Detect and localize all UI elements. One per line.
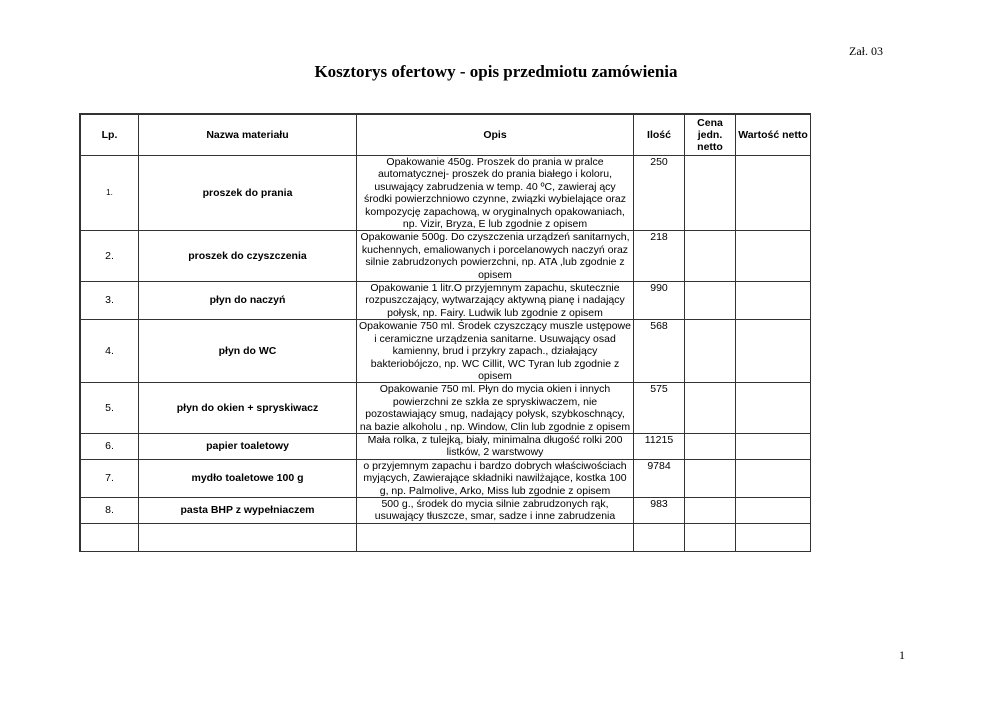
cell-ilosc: 983 — [634, 497, 685, 523]
cell-wartosc — [736, 320, 811, 383]
cell-lp: 4. — [80, 320, 139, 383]
col-header-cena: Cena jedn. netto — [685, 114, 736, 156]
table-row — [80, 383, 811, 434]
col-header-name: Nazwa materiału — [139, 114, 357, 156]
attachment-label: Zał. 03 — [849, 44, 883, 58]
cell-name: płyn do WC — [139, 320, 357, 383]
cell-lp: 7. — [80, 459, 139, 497]
cell-lp: 2. — [80, 231, 139, 282]
cell-wartosc — [736, 497, 811, 523]
table-row-empty — [80, 523, 811, 551]
cell-opis: Mała rolka, z tulejką, biały, minimalna długość rolki 200 listków, 2 warstwowy — [357, 433, 634, 459]
cell-ilosc: 218 — [634, 231, 685, 282]
col-header-opis: Opis — [357, 114, 634, 156]
cell-wartosc — [736, 282, 811, 320]
cell-opis: Opakowanie 750 ml. Płyn do mycia okien i innych powierzchni ze szkła ze spryskiwaczem, nie pozostawiający smug, nadający połysk, szybkoschnący, na bazie alkoholu , np. Window, Clin lub zgodnie z opisem — [357, 383, 634, 434]
cell-lp: 3. — [80, 282, 139, 320]
cell-opis: 500 g., środek do mycia silnie zabrudzonych rąk, usuwający tłuszcze, smar, sadze i inne zabrudzenia — [357, 497, 634, 523]
cell-ilosc: 568 — [634, 320, 685, 383]
cell-opis: o przyjemnym zapachu i bardzo dobrych właściwościach myjących, Zawierające składniki nawilżające, kostka 100 g, np. Palmolive, Arko, Miss lub zgodnie z opisem — [357, 459, 634, 497]
cost-estimate-table — [79, 113, 811, 552]
cell-name: pasta BHP z wypełniaczem — [139, 497, 357, 523]
cell-name: płyn do okien + spryskiwacz — [139, 383, 357, 434]
cell-empty — [357, 523, 634, 551]
cell-name: płyn do naczyń — [139, 282, 357, 320]
cell-empty — [139, 523, 357, 551]
cell-lp: 6. — [80, 433, 139, 459]
table-row — [80, 156, 811, 231]
cell-lp: 8. — [80, 497, 139, 523]
cell-lp: 1. — [80, 156, 139, 231]
cell-empty — [80, 523, 139, 551]
cell-empty — [736, 523, 811, 551]
cell-opis: Opakowanie 1 litr.O przyjemnym zapachu, skutecznie rozpuszczający, wytwarzający aktywną pianę i nadający połysk, np. Fairy. Ludwik lub zgodnie z opisem — [357, 282, 634, 320]
cell-cena — [685, 320, 736, 383]
cell-empty — [685, 523, 736, 551]
cell-name: papier toaletowy — [139, 433, 357, 459]
cell-wartosc — [736, 459, 811, 497]
cell-name: proszek do czyszczenia — [139, 231, 357, 282]
cell-name: proszek do prania — [139, 156, 357, 231]
cell-cena — [685, 433, 736, 459]
cell-cena — [685, 459, 736, 497]
cell-cena — [685, 156, 736, 231]
cell-cena — [685, 231, 736, 282]
cell-ilosc: 9784 — [634, 459, 685, 497]
cell-ilosc: 990 — [634, 282, 685, 320]
cell-wartosc — [736, 383, 811, 434]
cell-cena — [685, 497, 736, 523]
cell-wartosc — [736, 156, 811, 231]
table-row — [80, 231, 811, 282]
cell-opis: Opakowanie 450g. Proszek do prania w pralce automatycznej- proszek do prania białego i koloru, usuwający zabrudzenia w temp. 40 ºC, zawieraj ący środki powierzchniowo czynne, związki wybielające oraz kompozycję zapachową, w oryginalnych opakowaniach, np. Vizir, Bryza, E lub zgodnie z opisem — [357, 156, 634, 231]
page-number: 1 — [899, 648, 905, 662]
cell-empty — [634, 523, 685, 551]
col-header-lp: Lp. — [80, 114, 139, 156]
col-header-ilosc: Ilość — [634, 114, 685, 156]
cell-ilosc: 575 — [634, 383, 685, 434]
cell-wartosc — [736, 231, 811, 282]
table-row — [80, 282, 811, 320]
table-row — [80, 459, 811, 497]
cell-name: mydło toaletowe 100 g — [139, 459, 357, 497]
cell-opis: Opakowanie 750 ml. Środek czyszczący muszle ustępowe i ceramiczne urządzenia sanitarne. Usuwający osad kamienny, brud i przykry zapach., działający bakteriobójczo, np. WC Cillit, WC Tyran lub zgodnie z opisem — [357, 320, 634, 383]
document-title: Kosztorys ofertowy - opis przedmiotu zamówienia — [314, 62, 678, 81]
cell-lp: 5. — [80, 383, 139, 434]
cell-ilosc: 11215 — [634, 433, 685, 459]
cell-cena — [685, 282, 736, 320]
cell-opis: Opakowanie 500g. Do czyszczenia urządzeń sanitarnych, kuchennych, emaliowanych i porcelanowych naczyń oraz silnie zabrudzonych powierzchni, np. ATA ,lub zgodnie z opisem — [357, 231, 634, 282]
cell-cena — [685, 383, 736, 434]
table-row — [80, 433, 811, 459]
cell-wartosc — [736, 433, 811, 459]
table-row — [80, 497, 811, 523]
cell-ilosc: 250 — [634, 156, 685, 231]
table-header-row — [80, 114, 811, 156]
col-header-wartosc: Wartość netto — [736, 114, 811, 156]
table-row — [80, 320, 811, 383]
